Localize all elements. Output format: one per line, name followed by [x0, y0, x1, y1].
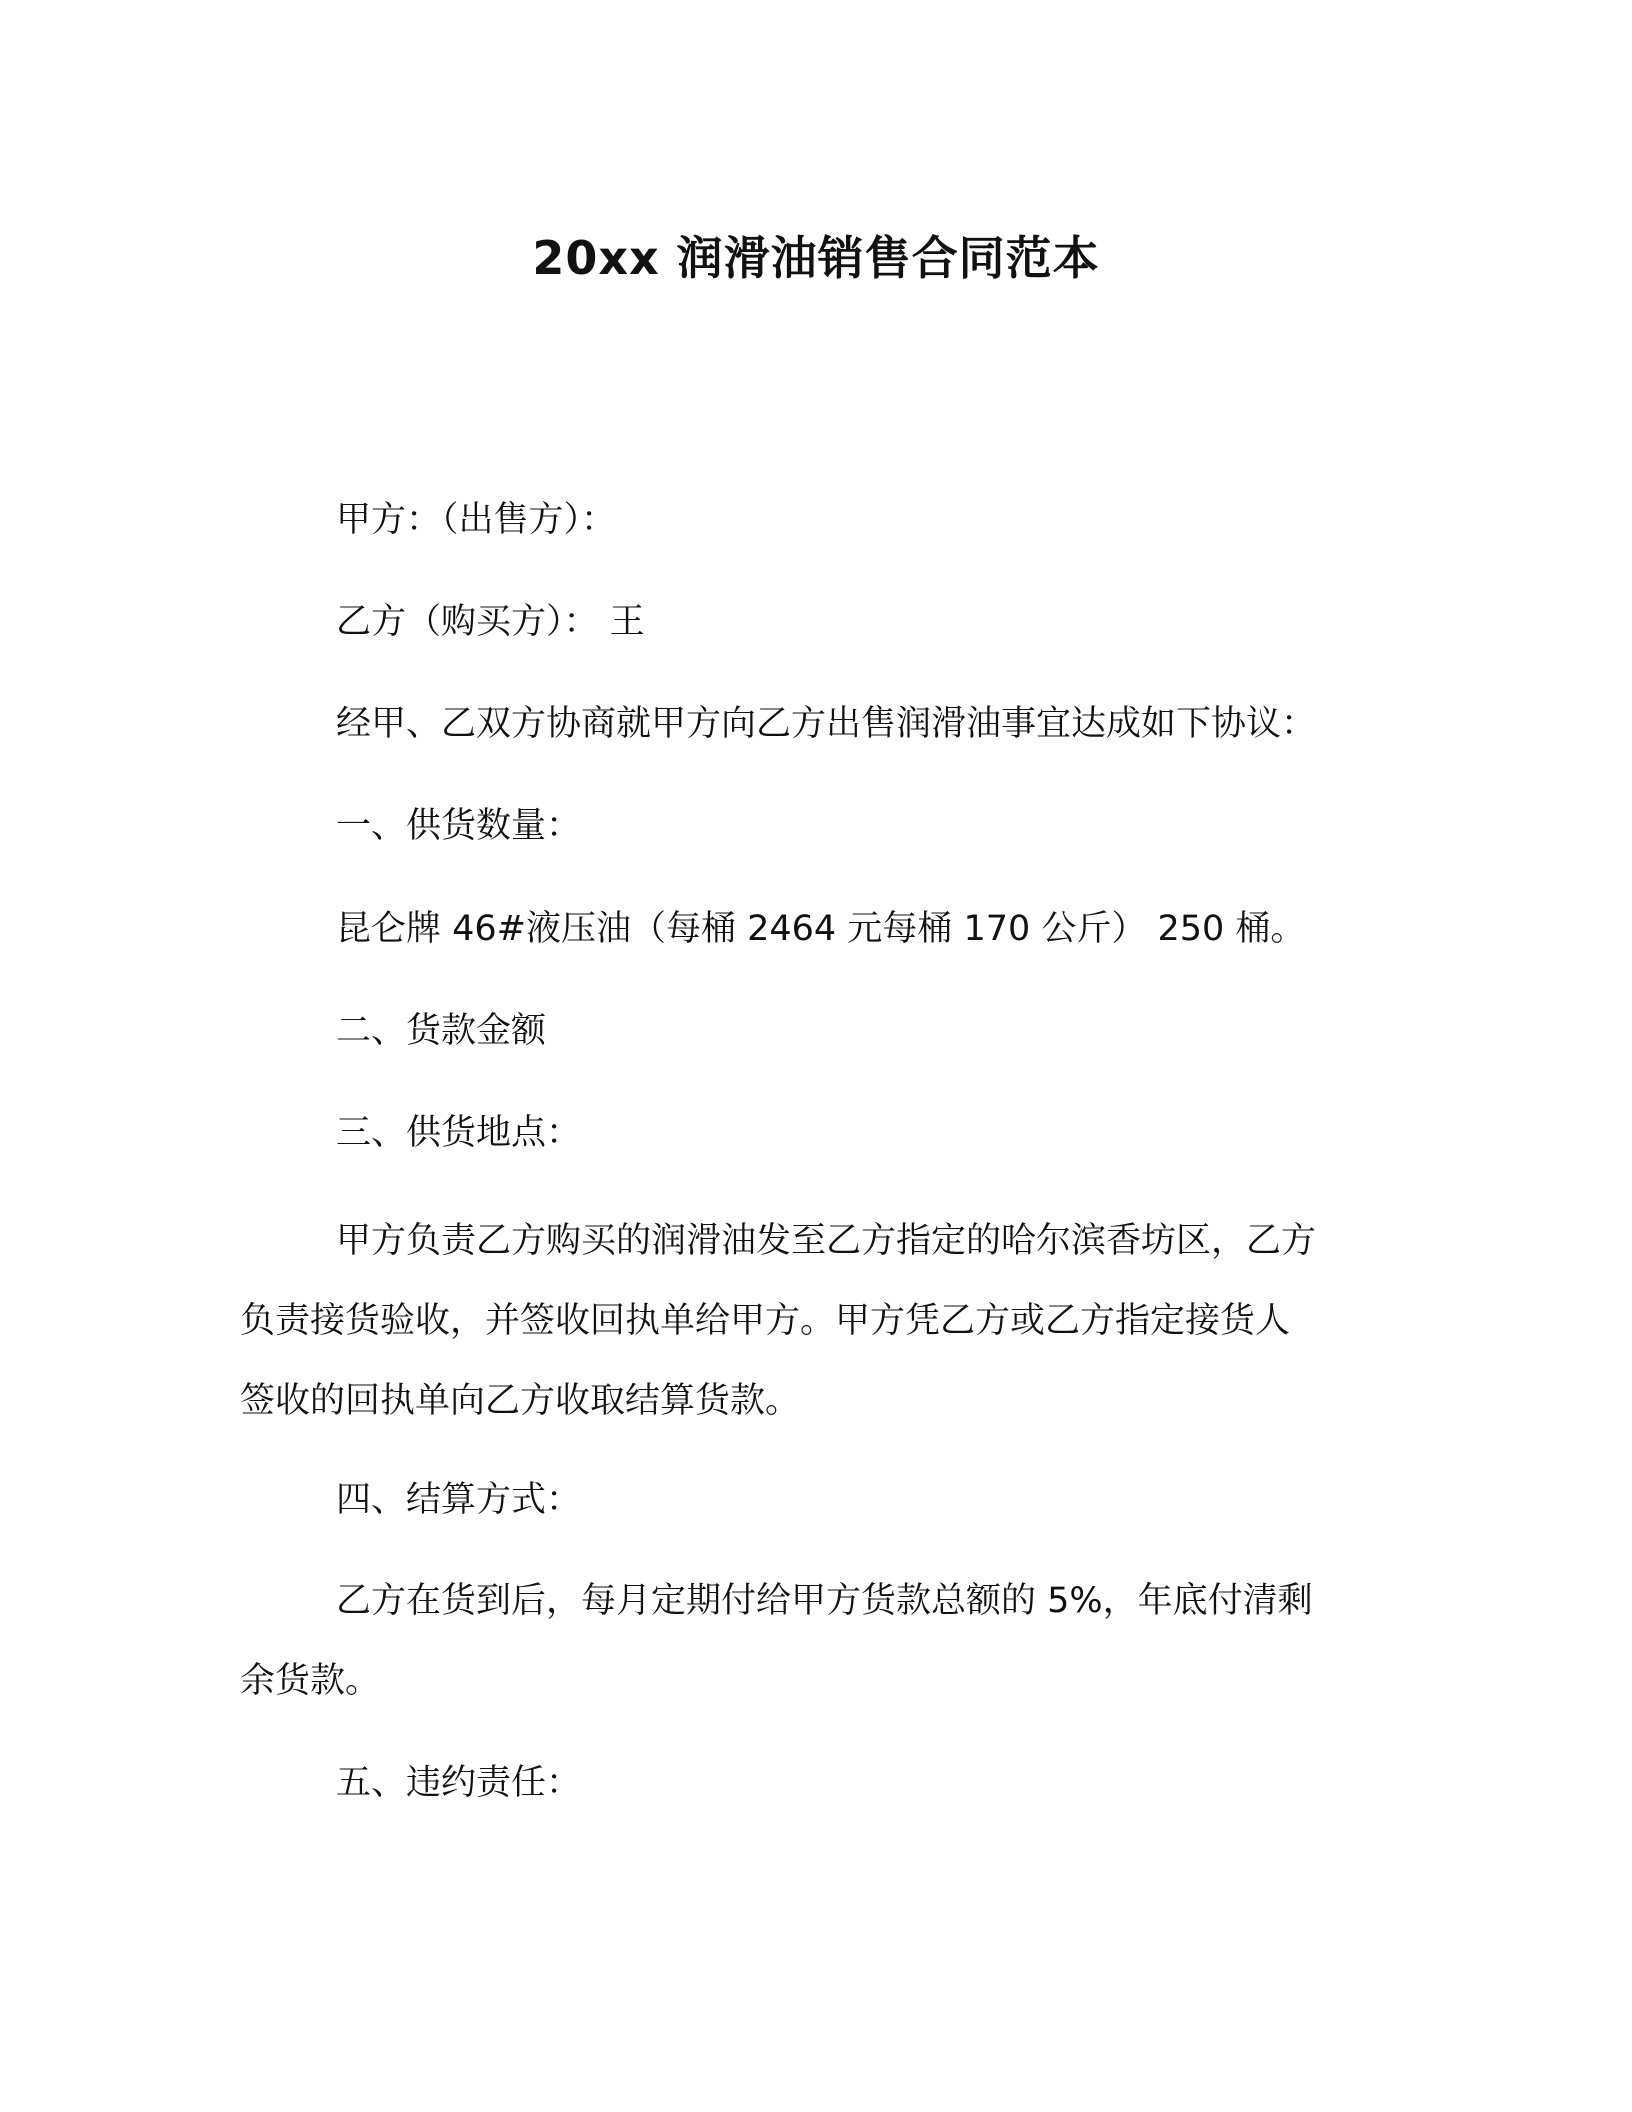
section-1-body: 昆仑牌 46#液压油（每桶 2464 元每桶 170 公斤） 250 桶。	[336, 909, 1306, 949]
section-1-heading: 一、供货数量：	[336, 806, 582, 846]
intro-paragraph: 经甲、乙双方协商就甲方向乙方出售润滑油事宜达成如下协议：	[336, 704, 1317, 744]
party-b-line: 乙方（购买方）： 王	[336, 602, 645, 642]
section-2-heading: 二、货款金额	[336, 1011, 547, 1051]
section-4-body-line-2: 余货款。	[240, 1661, 381, 1701]
section-3-body-line-2: 负责接货验收，并签收回执单给甲方。甲方凭乙方或乙方指定接货人	[240, 1301, 1291, 1341]
document-title: 20xx 润滑油销售合同范本	[532, 231, 1100, 285]
section-4-heading: 四、结算方式：	[336, 1480, 582, 1520]
section-3-body-line-1: 甲方负责乙方购买的润滑油发至乙方指定的哈尔滨香坊区，乙方	[336, 1221, 1317, 1261]
section-5-heading: 五、违约责任：	[336, 1763, 582, 1803]
section-4-body-line-1: 乙方在货到后，每月定期付给甲方货款总额的 5%，年底付清剩	[336, 1581, 1313, 1621]
section-3-heading: 三、供货地点：	[336, 1113, 582, 1153]
section-3-body-line-3: 签收的回执单向乙方收取结算货款。	[240, 1381, 801, 1421]
party-a-line: 甲方：（出售方）：	[336, 500, 617, 540]
